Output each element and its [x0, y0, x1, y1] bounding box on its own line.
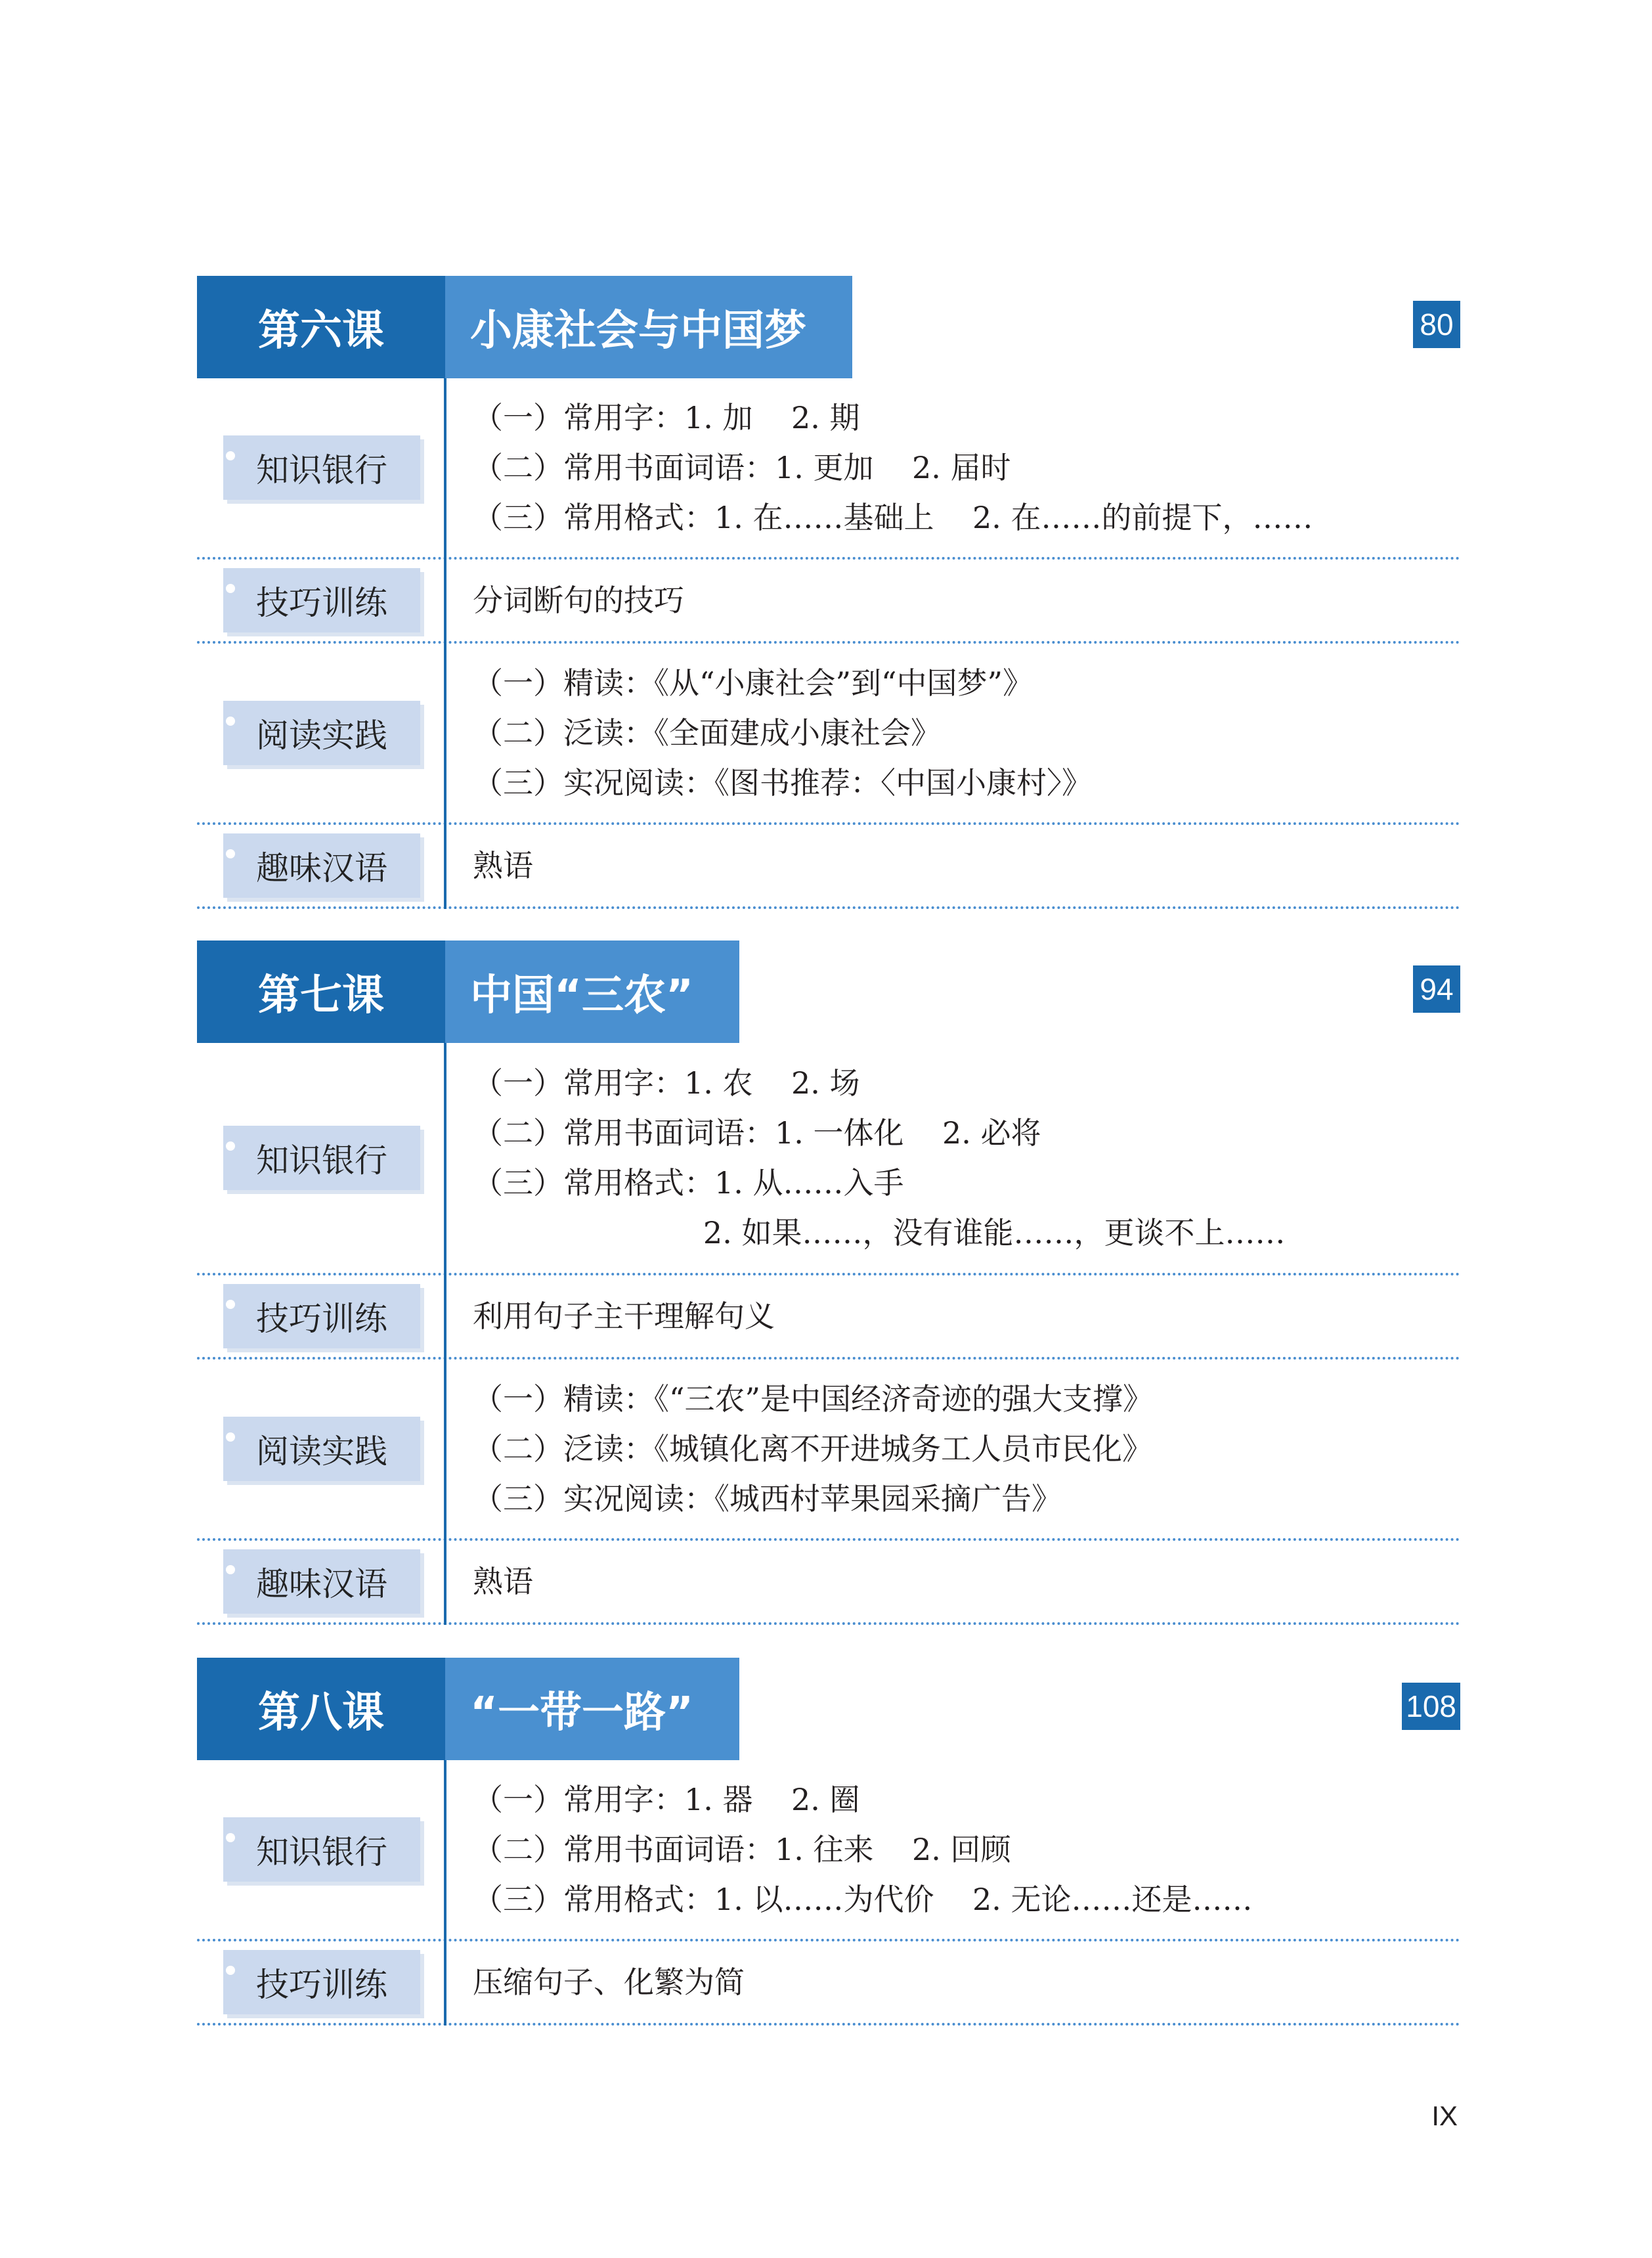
lesson-header	[197, 1658, 1460, 1760]
section-reading-practice	[197, 1360, 1460, 1541]
lesson-number: 第八课	[197, 1658, 445, 1760]
content-line: 熟语	[473, 1564, 533, 1599]
content-line: （二）泛读：《全面建成小康社会》	[473, 715, 941, 751]
content-line: （二）泛读：《城镇化离不开进城务工人员市民化》	[473, 1431, 1152, 1467]
section-tag-label: 知识银行	[256, 1833, 387, 1871]
bullet-dot-icon	[226, 584, 235, 593]
content-line: （二）常用书面词语：1. 更加 2. 届时	[473, 450, 1011, 485]
section-skill-training	[197, 1275, 1460, 1360]
lesson-title: 小康社会与中国梦	[445, 276, 852, 378]
bullet-dot-icon	[226, 1300, 235, 1309]
content-line: （三）实况阅读：《图书推荐：〈中国小康村〉》	[473, 765, 1092, 801]
bullet-dot-icon	[226, 1565, 235, 1574]
section-knowledge-bank	[197, 378, 1460, 560]
section-tag-label: 趣味汉语	[256, 1565, 387, 1603]
page-badge[interactable]: 108	[1402, 1683, 1460, 1730]
content-line: 2. 如果……，没有谁能……，更谈不上……	[473, 1215, 1286, 1251]
section-content	[473, 1775, 1253, 1924]
lesson-number: 第七课	[197, 941, 445, 1043]
bullet-dot-icon	[226, 717, 235, 726]
section-content	[473, 393, 1313, 542]
content-line: 分词断句的技巧	[473, 583, 684, 618]
content-line: （三）常用格式：1. 以……为代价 2. 无论……还是……	[473, 1882, 1253, 1917]
section-content	[473, 1058, 1285, 1258]
bullet-dot-icon	[226, 451, 235, 460]
bullet-dot-icon	[226, 1966, 235, 1975]
lesson-title: 中国“三农”	[445, 941, 739, 1043]
bullet-dot-icon	[226, 849, 235, 858]
section-reading-practice	[197, 644, 1460, 825]
section-tag-label: 阅读实践	[256, 717, 387, 755]
section-skill-training	[197, 560, 1460, 644]
section-tag-label: 技巧训练	[256, 584, 387, 622]
section-content	[473, 1374, 1153, 1524]
content-line: （二）常用书面词语：1. 往来 2. 回顾	[473, 1832, 1011, 1867]
section-tag	[223, 1817, 420, 1882]
section-content	[473, 1957, 745, 2007]
section-tag	[223, 1950, 420, 2014]
bullet-dot-icon	[226, 1833, 235, 1842]
section-fun-chinese	[197, 825, 1460, 909]
section-skill-training	[197, 1941, 1460, 2026]
lesson-number: 第六课	[197, 276, 445, 378]
section-knowledge-bank	[197, 1760, 1460, 1941]
section-tag	[223, 701, 420, 765]
section-content	[473, 841, 533, 891]
content-line: （一）精读：《“三农”是中国经济奇迹的强大支撑》	[473, 1381, 1154, 1417]
lesson-7	[197, 941, 1460, 1625]
content-line: （三）常用格式：1. 在……基础上 2. 在……的前提下，……	[473, 500, 1313, 535]
content-line: （三）实况阅读：《城西村苹果园采摘广告》	[473, 1481, 1062, 1516]
content-line: （三）常用格式：1. 从……入手	[473, 1165, 904, 1201]
section-tag-label: 技巧训练	[256, 1300, 387, 1338]
content-line: 利用句子主干理解句义	[473, 1298, 775, 1334]
bullet-dot-icon	[226, 1432, 235, 1442]
section-tag-label: 阅读实践	[256, 1432, 387, 1471]
content-line: （一）常用字：1. 农 2. 场	[473, 1065, 860, 1101]
page-badge[interactable]: 80	[1413, 301, 1460, 348]
bullet-dot-icon	[226, 1141, 235, 1151]
section-knowledge-bank	[197, 1043, 1460, 1275]
lesson-header	[197, 941, 1460, 1043]
lesson-title: “一带一路”	[445, 1658, 739, 1760]
page-badge[interactable]: 94	[1413, 965, 1460, 1013]
section-content	[473, 575, 684, 625]
section-tag	[223, 568, 420, 632]
content-line: （一）精读：《从“小康社会”到“中国梦”》	[473, 665, 1033, 701]
section-tag	[223, 1284, 420, 1348]
section-content	[473, 658, 1092, 808]
section-tag-label: 趣味汉语	[256, 849, 387, 887]
section-fun-chinese	[197, 1541, 1460, 1625]
lesson-header	[197, 276, 1460, 378]
content-line: 熟语	[473, 848, 533, 883]
section-tag	[223, 833, 420, 898]
lesson-8	[197, 1658, 1460, 2026]
section-tag	[223, 1126, 420, 1190]
section-tag-label: 知识银行	[256, 1141, 387, 1180]
lesson-6	[197, 276, 1460, 909]
content-line: 压缩句子、化繁为简	[473, 1964, 745, 2000]
section-tag	[223, 1417, 420, 1481]
section-tag-label: 技巧训练	[256, 1966, 387, 2004]
content-line: （一）常用字：1. 加 2. 期	[473, 400, 860, 435]
section-tag	[223, 1549, 420, 1614]
content-line: （二）常用书面词语：1. 一体化 2. 必将	[473, 1115, 1041, 1151]
section-content	[473, 1557, 533, 1606]
page-number: IX	[1431, 2100, 1458, 2131]
content-line: （一）常用字：1. 器 2. 圈	[473, 1782, 860, 1817]
section-tag-label: 知识银行	[256, 451, 387, 489]
section-content	[473, 1291, 775, 1341]
section-tag	[223, 435, 420, 500]
